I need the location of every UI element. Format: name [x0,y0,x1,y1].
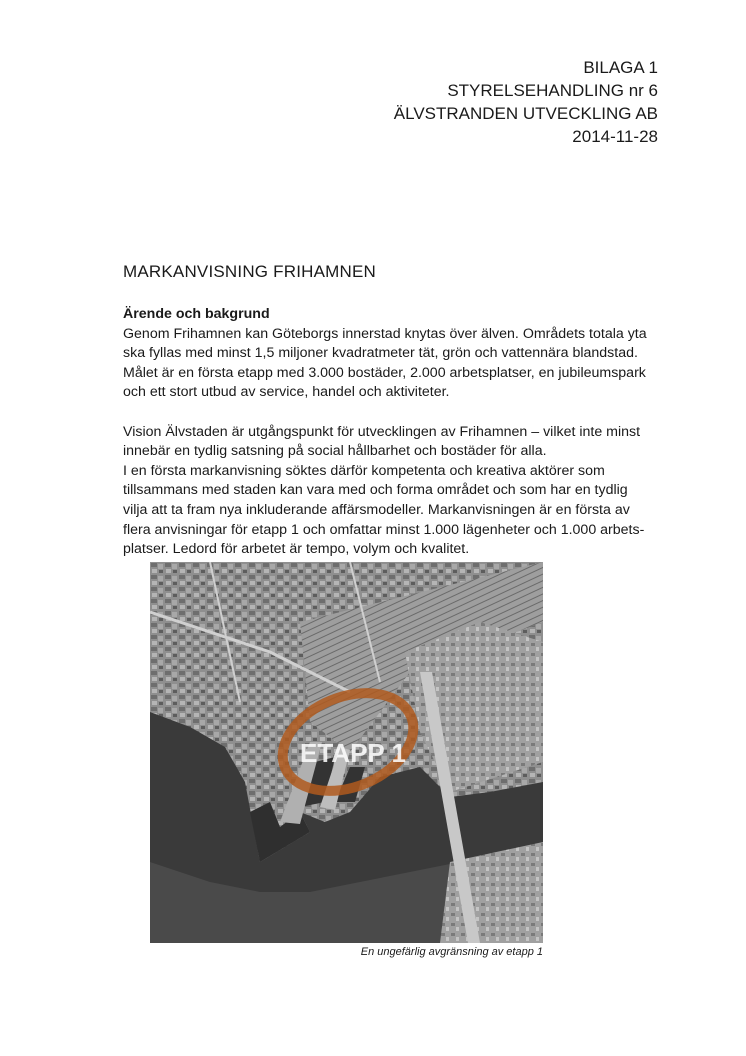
paragraph-2-line: flera anvisningar för etapp 1 och omfattar minst 1.000 lägenheter och 1.000 arbets- [123,521,645,538]
paragraph-2-line: innebär en tydlig satsning på social hållbarhet och bostäder för alla. [123,443,547,460]
header-date: 2014-11-28 [572,127,658,146]
aerial-map-image [150,562,543,943]
paragraph-gap [123,403,653,423]
aerial-map-svg [150,562,543,943]
etapp-label: ETAPP 1 [300,738,406,768]
header-board-document: STYRELSEHANDLING nr 6 [447,81,658,100]
map-caption: En ungefärlig avgränsning av etapp 1 [360,946,543,958]
paragraph-1-line: Målet är en första etapp med 3.000 bostäder, 2.000 arbetsplatser, en jubileumspark [123,364,646,381]
section-heading: Ärende och bakgrund [123,306,270,322]
body-text [123,305,653,560]
paragraph-2-line: I en första markanvisning söktes därför kompetenta och kreativa aktörer som [123,462,605,479]
paragraph-2-line: Vision Älvstaden är utgångspunkt för utvecklingen av Frihamnen – vilket inte minst [123,423,641,440]
paragraph-2-line: platser. Ledord för arbetet är tempo, volym och kvalitet. [123,541,470,558]
paragraph-2-line: tillsammans med staden kan vara med och forma området och som har en tydlig [123,482,628,499]
page-title: MARKANVISNING FRIHAMNEN [123,262,377,281]
header-appendix: BILAGA 1 [583,58,658,77]
paragraph-1-line: och ett stort utbud av service, handel och aktiviteter. [123,384,450,401]
paragraph-1-line: ska fyllas med minst 1,5 miljoner kvadratmeter tät, grön och vattennära blandstad. [123,345,638,362]
paragraph-2-line: vilja att ta fram nya inkluderande affärsmodeller. Markanvisningen är en första av [123,501,630,518]
paragraph-1-line: Genom Frihamnen kan Göteborgs innerstad knytas över älven. Områdets totala yta [123,325,647,342]
document-header [394,56,658,148]
header-company: ÄLVSTRANDEN UTVECKLING AB [393,104,658,123]
